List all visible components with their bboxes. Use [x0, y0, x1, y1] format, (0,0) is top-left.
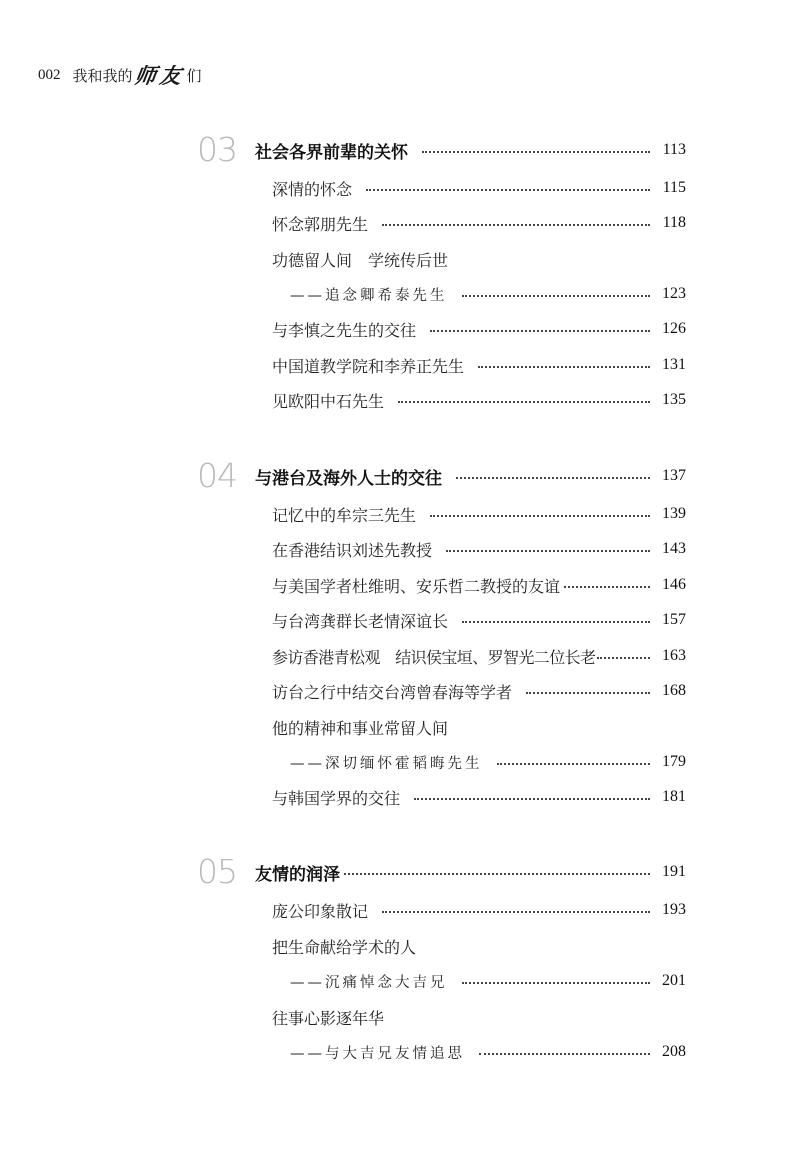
toc-entry[interactable] [272, 676, 686, 706]
entry-title: 与李慎之先生的交往 [272, 320, 417, 340]
toc-entry[interactable] [272, 534, 686, 564]
page-ref: 126 [662, 320, 686, 337]
toc-entry[interactable] [272, 244, 686, 274]
page-ref: 208 [662, 1043, 686, 1060]
toc-entry[interactable] [272, 641, 686, 671]
dot-leader [597, 657, 650, 659]
dot-leader [462, 295, 651, 297]
entry-title: 深情的怀念 [272, 179, 353, 199]
page-ref: 157 [662, 611, 686, 628]
page-ref: 137 [662, 467, 686, 484]
entry-title: 在香港结识刘述先教授 [272, 540, 433, 560]
toc-entry[interactable] [272, 605, 686, 635]
page-ref: 191 [662, 863, 686, 880]
page-ref: 143 [662, 540, 686, 557]
entry-title: 中国道教学院和李养正先生 [272, 356, 465, 376]
page-ref: 201 [662, 972, 686, 989]
toc-entry-subtitle[interactable] [290, 747, 686, 777]
entry-title: 庞公印象散记 [272, 901, 369, 921]
entry-title: 见欧阳中石先生 [272, 391, 385, 411]
toc-entry-subtitle[interactable] [290, 279, 686, 309]
dot-leader [430, 515, 650, 517]
chapter-heading[interactable] [255, 461, 686, 491]
toc-entry[interactable] [272, 385, 686, 415]
dot-leader [497, 763, 651, 765]
entry-title: 与台湾龚群长老情深谊长 [272, 611, 449, 631]
dot-leader [478, 366, 650, 368]
entry-title: 参访香港青松观 结识侯宝垣、罗智光二位长老 [272, 647, 596, 667]
dot-leader [526, 692, 650, 694]
dot-leader [382, 911, 650, 913]
book-title-calligraphy-2: 友 [157, 63, 183, 88]
toc-entry[interactable] [272, 314, 686, 344]
dot-leader [479, 1053, 650, 1055]
chapter-number: 05 [197, 852, 237, 891]
chapter-heading[interactable] [255, 857, 686, 887]
book-title-suffix: 们 [186, 66, 202, 85]
dot-leader [422, 151, 650, 153]
page-ref: 181 [662, 788, 686, 805]
running-header [38, 60, 202, 90]
entry-title: 与韩国学界的交往 [272, 788, 401, 808]
entry-title: 功德留人间 学统传后世 [272, 250, 449, 270]
dot-leader [382, 224, 650, 226]
chapter-number: 04 [197, 456, 237, 495]
dot-leader [456, 477, 650, 479]
entry-subtitle: ——与大吉兄友情追思 [290, 1045, 465, 1062]
page-ref: 146 [662, 576, 686, 593]
toc-entry[interactable] [272, 931, 686, 961]
toc-entry[interactable] [272, 499, 686, 529]
book-title-calligraphy-1: 师 [132, 63, 158, 88]
page-ref: 131 [662, 356, 686, 373]
dot-leader [446, 550, 650, 552]
page-ref: 135 [662, 391, 686, 408]
entry-subtitle: ——追念卿希泰先生 [290, 287, 448, 304]
chapter-title: 与港台及海外人士的交往 [255, 468, 442, 489]
page-ref: 179 [662, 753, 686, 770]
entry-title: 把生命献给学术的人 [272, 937, 417, 957]
page-ref: 113 [662, 141, 686, 158]
toc-entry[interactable] [272, 570, 686, 600]
chapter-heading[interactable] [255, 135, 686, 165]
toc-entry[interactable] [272, 208, 686, 238]
dot-leader [414, 798, 650, 800]
dot-leader [430, 330, 650, 332]
toc-entry[interactable] [272, 712, 686, 742]
entry-subtitle: ——深切缅怀霍韬晦先生 [290, 755, 483, 772]
dot-leader [398, 401, 650, 403]
chapter-title: 社会各界前辈的关怀 [255, 142, 408, 163]
toc-entry-subtitle[interactable] [290, 966, 686, 996]
entry-title: 他的精神和事业常留人间 [272, 718, 449, 738]
page-ref: 168 [662, 682, 686, 699]
entry-title: 往事心影逐年华 [272, 1008, 385, 1028]
chapter-number: 03 [197, 130, 237, 169]
entry-title: 与美国学者杜维明、安乐哲二教授的友谊 [272, 576, 561, 596]
dot-leader [462, 982, 651, 984]
toc-entry[interactable] [272, 350, 686, 380]
dot-leader [564, 586, 650, 588]
book-title-prefix: 我和我的 [72, 66, 133, 85]
dot-leader [344, 873, 650, 875]
chapter-title: 友情的润泽 [255, 864, 340, 885]
page-ref: 115 [662, 179, 686, 196]
page-ref: 163 [662, 647, 686, 664]
toc-entry-subtitle[interactable] [290, 1037, 686, 1067]
page-ref: 123 [662, 285, 686, 302]
page-ref: 193 [662, 901, 686, 918]
dot-leader [366, 189, 650, 191]
entry-title: 记忆中的牟宗三先生 [272, 505, 417, 525]
toc-entry[interactable] [272, 895, 686, 925]
page-ref: 139 [662, 505, 686, 522]
entry-subtitle: ——沉痛悼念大吉兄 [290, 974, 448, 991]
page-ref: 118 [662, 214, 686, 231]
toc-entry[interactable] [272, 1002, 686, 1032]
toc-entry[interactable] [272, 173, 686, 203]
entry-title: 怀念郭朋先生 [272, 214, 369, 234]
entry-title: 访台之行中结交台湾曾春海等学者 [272, 682, 513, 702]
dot-leader [462, 621, 650, 623]
toc-entry[interactable] [272, 782, 686, 812]
page-number: 002 [38, 66, 61, 83]
